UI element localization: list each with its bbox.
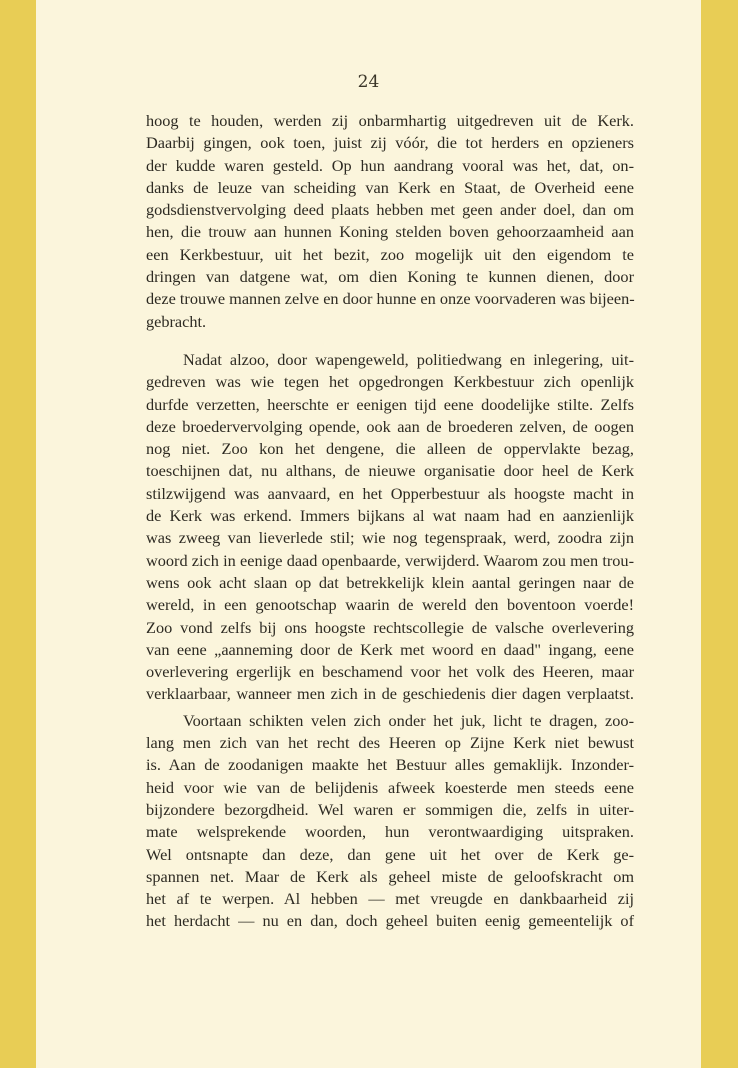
text-line: danks de leuze van scheiding van Kerk en Staat, de Overheid eene (146, 177, 634, 197)
text-line: durfde verzetten, heerschte er eenigen tijd eene doodelijke stilte. Zelfs (146, 394, 634, 414)
text-line: wereld, in een genootschap waarin de wereld den boventoon voerde! (146, 595, 634, 615)
text-line: toeschijnen dat, nu althans, de nieuwe organisatie door heel de Kerk (146, 461, 634, 481)
text-line: de Kerk was erkend. Immers bijkans al wat naam had en aanzienlijk (146, 506, 634, 526)
text-line: bijzondere bezorgdheid. Wel waren er sommigen die, zelfs in uiter- (146, 799, 634, 819)
text-line: het herdacht — nu en dan, doch geheel buiten eenig gemeentelijk of (146, 911, 634, 931)
text-line: Voortaan schikten velen zich onder het juk, licht te dragen, zoo- (183, 710, 634, 730)
text-line: deze broedervervolging opende, ook aan de broederen zelven, de oogen (146, 416, 634, 436)
text-line: heid voor wie van de belijdenis afweek koesterde men steeds eene (146, 777, 634, 797)
text-line: verklaarbaar, wanneer men zich in de geschiedenis dier dagen verplaatst. (146, 684, 634, 704)
text-line: lang men zich van het recht des Heeren op Zijne Kerk niet bewust (146, 733, 634, 753)
text-line: een Kerkbestuur, uit het bezit, zoo mogelijk uit den eigendom te (146, 244, 634, 264)
text-line: overlevering ergerlijk en beschamend voor het volk des Heeren, maar (146, 662, 634, 682)
text-line: wens ook acht slaan op dat betrekkelijk klein aantal geringen naar de (146, 572, 634, 592)
page-number: 24 (357, 72, 380, 92)
text-line: spannen net. Maar de Kerk als geheel miste de geloofskracht om (146, 866, 634, 886)
text-line: dringen van datgene wat, om dien Koning te kunnen dienen, door (146, 267, 634, 287)
paragraph (146, 710, 634, 933)
book-page (36, 0, 701, 1068)
text-line: nog niet. Zoo kon het dengene, die alleen de oppervlakte bezag, (146, 439, 634, 459)
text-line: Daarbij gingen, ook toen, juist zij vóór, die tot herders en opzieners (146, 133, 634, 153)
text-line: hoog te houden, werden zij onbarmhartig uitgedreven uit de Kerk. (146, 111, 634, 130)
text-line: der kudde waren gesteld. Op hun aandrang vooral was het, dat, on- (146, 155, 634, 175)
body-text (146, 110, 634, 933)
text-line: gedreven was wie tegen het opgedrongen Kerkbestuur zich openlijk (146, 372, 634, 392)
text-line: woord zich in eenige daad openbaarde, verwijderd. Waarom zou men trou- (146, 550, 634, 570)
paragraph (146, 349, 634, 706)
text-line: hen, die trouw aan hunnen Koning stelden boven gehoorzaamheid aan (146, 222, 634, 242)
paragraph (146, 110, 634, 333)
text-line: is. Aan de zoodanigen maakte het Bestuur alles gemaklijk. Inzonder- (146, 755, 634, 775)
text-line: mate welsprekende woorden, hun verontwaardiging uitspraken. (146, 822, 634, 842)
text-line: van eene „aanneming door de Kerk met woord en daad" ingang, eene (146, 639, 634, 659)
text-line: godsdienstvervolging deed plaats hebben met geen ander doel, dan om (146, 200, 634, 220)
text-line: was zweeg van lieverlede stil; wie nog tegenspraak, werd, zoodra zijn (146, 528, 634, 548)
text-line: stilzwijgend was aanvaard, en het Opperbestuur als hoogste macht in (146, 483, 634, 503)
text-line: gebracht. (146, 311, 207, 331)
text-line: deze trouwe mannen zelve en door hunne en onze voorvaderen was bijeen- (146, 289, 635, 309)
text-line: Nadat alzoo, door wapengeweld, politiedwang en inlegering, uit- (183, 349, 634, 369)
text-line: het af te werpen. Al hebben — met vreugde en dankbaarheid zij (146, 889, 634, 909)
text-line: Zoo vond zelfs bij ons hoogste rechtscollegie de valsche overlevering (146, 617, 634, 637)
text-line: Wel ontsnapte dan deze, dan gene uit het over de Kerk ge- (146, 844, 634, 864)
